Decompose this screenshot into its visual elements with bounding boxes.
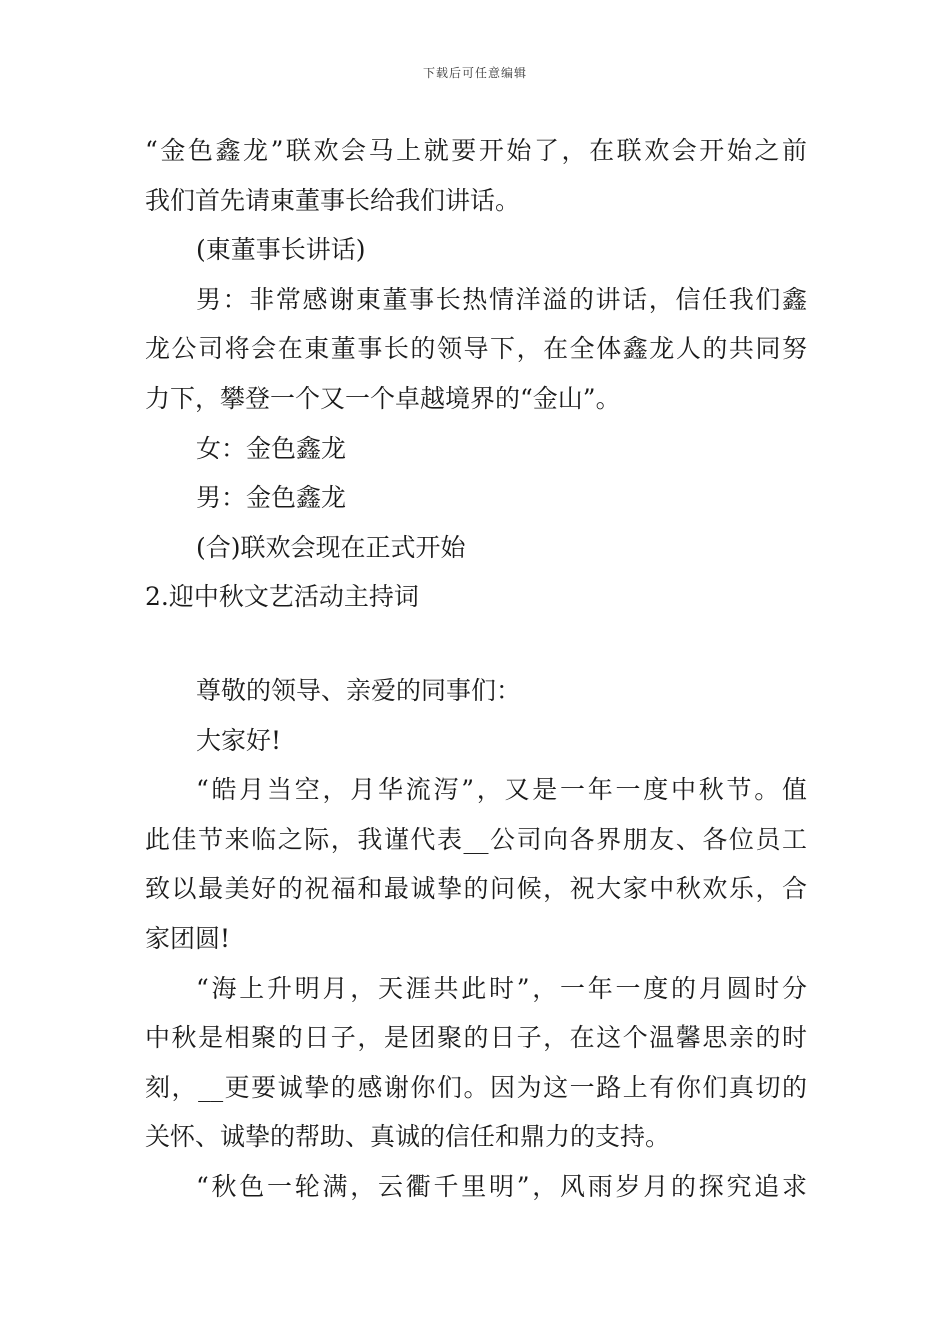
paragraph-line: 男：金色鑫龙: [196, 483, 347, 513]
paragraph-line: 力下，攀登一个又一个卓越境界的“金山”。: [145, 383, 621, 413]
paragraph-line: 家团圆!: [145, 923, 231, 953]
spacer: [145, 622, 807, 666]
paragraph-line: “皓月当空，月华流泻”，又是一年一度中秋节。值: [196, 775, 807, 805]
paragraph-line: (東董事长讲话): [196, 235, 366, 265]
paragraph-line: 男：非常感谢東董事长热情洋溢的讲话，信任我们鑫: [196, 284, 807, 314]
greeting-line: 尊敬的领导、亲爱的同事们：: [196, 675, 522, 705]
document-body: [145, 126, 807, 1211]
paragraph-line: 我们首先请東董事长给我们讲话。: [145, 185, 521, 215]
greeting-line: 大家好!: [196, 725, 282, 755]
page-header: 下载后可任意编辑: [422, 66, 527, 80]
paragraph-line: “海上升明月，天涯共此时”，一年一度的月圆时分: [196, 973, 807, 1003]
paragraph-line: “金色鑫龙”联欢会马上就要开始了，在联欢会开始之前: [145, 136, 807, 165]
paragraph-line: 致以最美好的祝福和最诚挚的问候，祝大家中秋欢乐，合: [145, 874, 807, 904]
paragraph-line: 女：金色鑫龙: [196, 433, 347, 463]
paragraph-line: 此佳节来临之际，我谨代表__公司向各界朋友、各位员工: [145, 824, 807, 854]
paragraph-line: 龙公司将会在東董事长的领导下，在全体鑫龙人的共同努: [145, 334, 807, 364]
paragraph-line: “秋色一轮满，云衢千里明”，风雨岁月的探究追求: [196, 1171, 807, 1201]
paragraph-line: 刻，__更要诚挚的感谢你们。因为这一路上有你们真切的: [145, 1072, 807, 1102]
paragraph-line: (合)联欢会现在正式开始: [196, 532, 466, 562]
section-title: 2.迎中秋文艺活动主持词: [145, 582, 419, 612]
paragraph-line: 关怀、诚挚的帮助、真诚的信任和鼎力的支持。: [145, 1122, 671, 1152]
paragraph-line: 中秋是相聚的日子，是团聚的日子，在这个温馨思亲的时: [145, 1023, 807, 1053]
